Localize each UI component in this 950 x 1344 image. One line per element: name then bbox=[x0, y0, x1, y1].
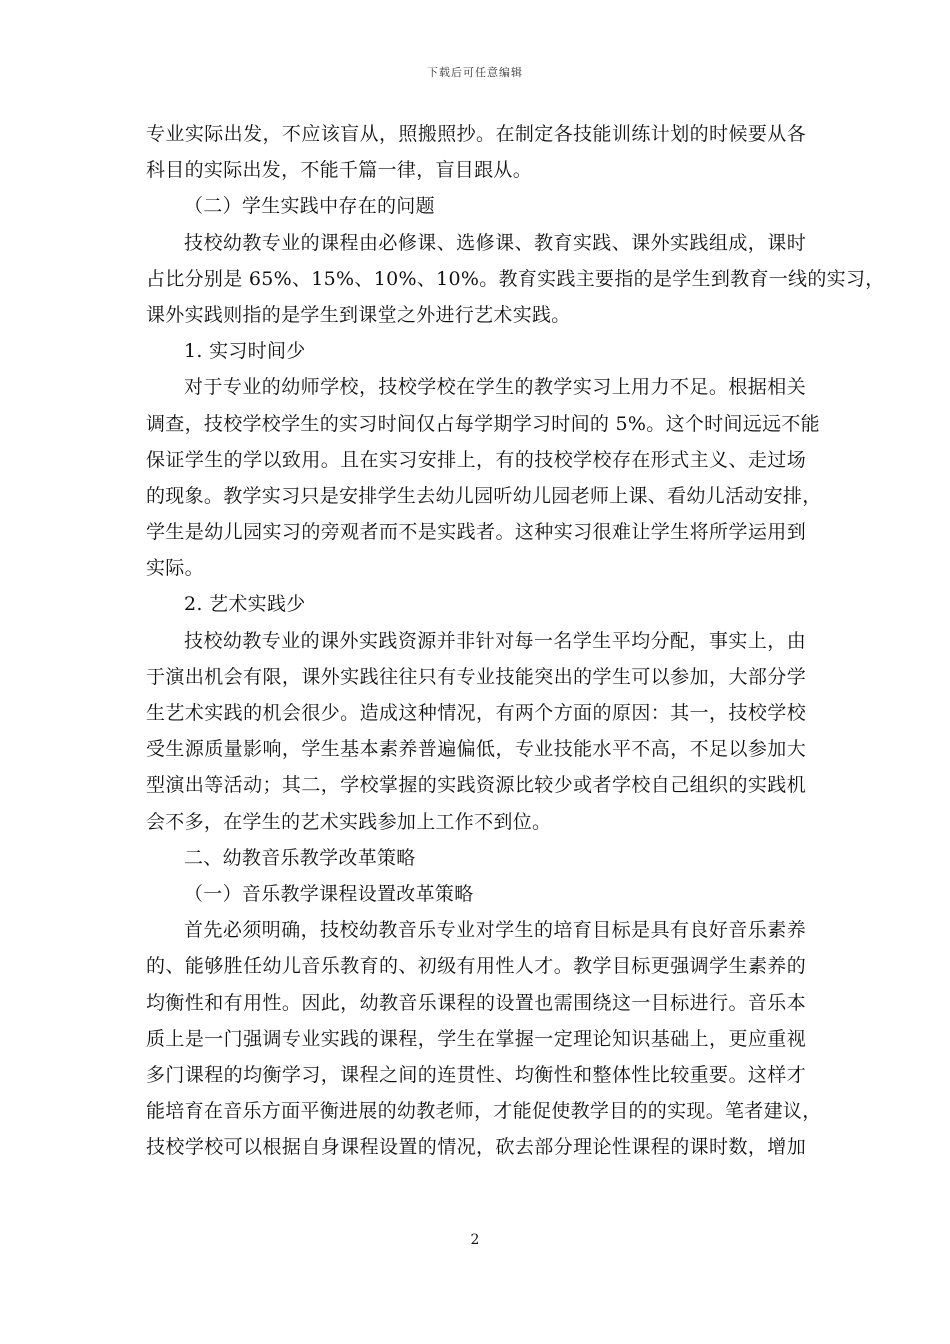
text-line: 科目的实际出发，不能千篇一律，盲目跟从。 bbox=[146, 159, 533, 182]
text-line: 生艺术实践的机会很少。造成这种情况，有两个方面的原因：其一，技校学校 bbox=[146, 702, 806, 724]
page-number: 2 bbox=[470, 1232, 480, 1248]
text-line: 的现象。教学实习只是安排学生去幼儿园听幼儿园老师上课、看幼儿活动安排， bbox=[146, 484, 822, 507]
text-line: 课外实践则指的是学生到课堂之外进行艺术实践。 bbox=[146, 303, 571, 326]
document-body bbox=[146, 116, 885, 1165]
text-line: 于演出机会有限，课外实践往往只有专业技能突出的学生可以参加，大部分学 bbox=[146, 665, 806, 688]
text-line: 对于专业的幼师学校，技校学校在学生的教学实习上用力不足。根据相关 bbox=[184, 376, 806, 399]
text-line: 学生是幼儿园实习的旁观者而不是实践者。这种实习很难让学生将所学运用到 bbox=[146, 521, 806, 544]
text-line: 保证学生的学以致用。且在实习安排上，有的技校学校存在形式主义、走过场 bbox=[146, 448, 806, 471]
section-heading: （二）学生实践中存在的问题 bbox=[184, 195, 435, 218]
text-line: 多门课程的均衡学习，课程之间的连贯性、均衡性和整体性比较重要。这样才 bbox=[146, 1063, 806, 1086]
text-line: 技校学校可以根据自身课程设置的情况，砍去部分理论性课程的课时数，增加 bbox=[146, 1136, 806, 1159]
text-line: 型演出等活动；其二，学校掌握的实践资源比较少或者学校自己组织的实践机 bbox=[146, 774, 806, 797]
text-line: 调查，技校学校学生的实习时间仅占每学期学习时间的 5%。这个时间远远不能 bbox=[146, 412, 820, 435]
text-line: 均衡性和有用性。因此，幼教音乐课程的设置也需围绕这一目标进行。音乐本 bbox=[146, 991, 806, 1014]
text-line: 的、能够胜任幼儿音乐教育的、初级有用性人才。教学目标更强调学生素养的 bbox=[146, 955, 806, 978]
section-heading: （一）音乐教学课程设置改革策略 bbox=[184, 882, 474, 905]
text-line: 质上是一门强调专业实践的课程，学生在掌握一定理论知识基础上，更应重视 bbox=[146, 1027, 806, 1050]
text-line: 占比分别是 65%、15%、10%、10%。教育实践主要指的是学生到教育一线的实习， bbox=[146, 267, 885, 290]
subsection-heading: 2. 艺术实践少 bbox=[184, 593, 306, 616]
text-line: 实际。 bbox=[146, 557, 204, 580]
text-line: 专业实际出发，不应该盲从，照搬照抄。在制定各技能训练计划的时候要从各 bbox=[146, 123, 806, 145]
text-line: 受生源质量影响，学生基本素养普遍偏低，专业技能水平不高，不足以参加大 bbox=[146, 738, 806, 761]
text-line: 技校幼教专业的课程由必修课、选修课、教育实践、课外实践组成，课时 bbox=[184, 231, 806, 254]
text-line: 首先必须明确，技校幼教音乐专业对学生的培育目标是具有良好音乐素养 bbox=[184, 919, 806, 942]
section-heading: 二、幼教音乐教学改革策略 bbox=[184, 846, 416, 869]
text-line: 会不多，在学生的艺术实践参加上工作不到位。 bbox=[146, 810, 552, 833]
page-header: 下载后可任意编辑 bbox=[427, 66, 523, 79]
subsection-heading: 1. 实习时间少 bbox=[184, 340, 306, 363]
text-line: 技校幼教专业的课外实践资源并非针对每一名学生平均分配，事实上，由 bbox=[184, 629, 806, 652]
text-line: 能培育在音乐方面平衡进展的幼教老师，才能促使教学目的的实现。笔者建议， bbox=[146, 1100, 822, 1123]
